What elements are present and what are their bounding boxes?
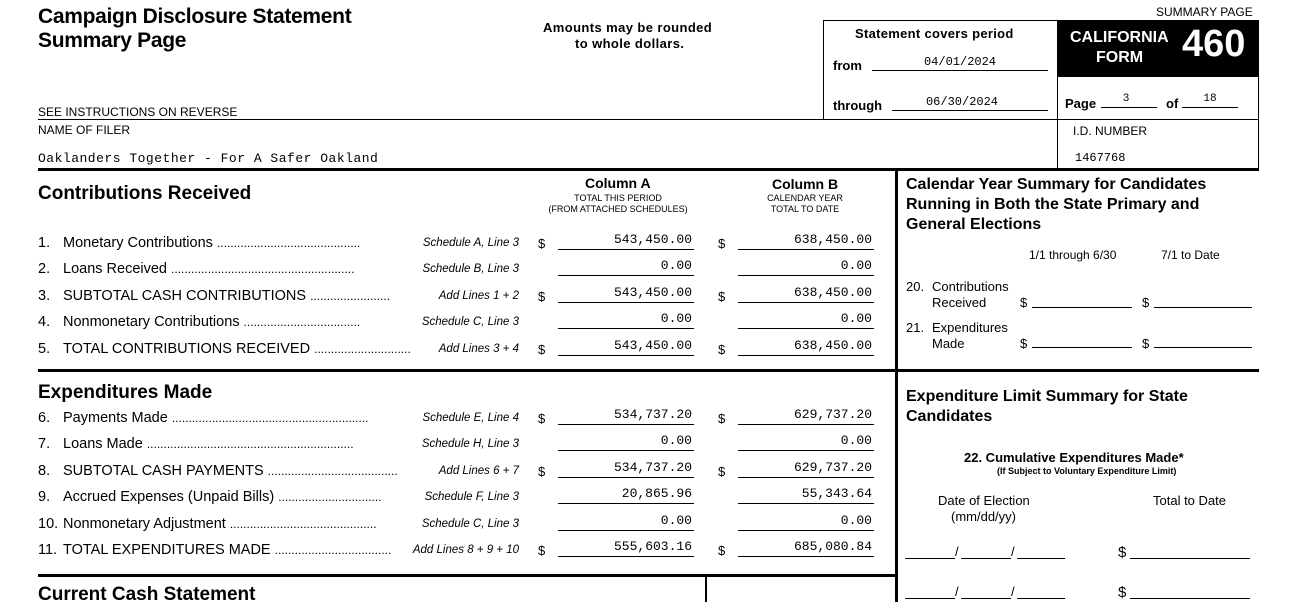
row-leader-dots: ........................................... (216, 236, 361, 250)
row-label-text: Loans Made (63, 436, 143, 453)
row-leader-dots: ....................................... (267, 463, 398, 478)
row-label-text: SUBTOTAL CASH PAYMENTS (63, 462, 264, 479)
vertical-divider (895, 170, 898, 602)
election-date-1-slash-a: / (955, 544, 959, 559)
row-number: 5. (38, 340, 51, 357)
row-leader-dots: ............................... (278, 490, 382, 505)
through-label: through (833, 98, 883, 113)
row-label-text: Nonmonetary Contributions (63, 314, 240, 331)
column-b-underline (738, 355, 874, 356)
column-b-title: Column B (772, 176, 839, 192)
row-schedule-ref: Schedule B, Line 3 (422, 263, 519, 276)
row-schedule-ref: Add Lines 8 + 9 + 10 (412, 544, 519, 556)
row-label (63, 410, 369, 426)
section-divider-1 (38, 369, 1259, 372)
row-label-text: TOTAL CONTRIBUTIONS RECEIVED (63, 340, 311, 357)
row-label-text: SUBTOTAL CASH CONTRIBUTIONS (63, 287, 307, 304)
column-b-amount[interactable]: 0.00 (840, 512, 872, 528)
column-a-underline (558, 328, 694, 329)
column-a-underline (558, 450, 694, 451)
form-title-line2: Summary Page (38, 29, 187, 52)
column-a-amount[interactable]: 20,865.96 (621, 486, 692, 502)
rounding-note-line1: Amounts may be rounded (543, 20, 713, 35)
column-a-amount[interactable]: 0.00 (660, 258, 692, 274)
row-number: 8. (38, 462, 51, 479)
election-date-2-day[interactable] (961, 598, 1011, 599)
column-b-dollar: $ (718, 341, 726, 357)
row-label (63, 516, 377, 532)
election-date-label-line2: (mm/dd/yy) (951, 509, 1016, 524)
row21-col1-dollar: $ (1020, 336, 1028, 351)
form-word-label: FORM (1096, 49, 1144, 66)
form-state-label: CALIFORNIA (1070, 29, 1169, 46)
row20-number: 20. (906, 279, 925, 294)
see-instructions: SEE INSTRUCTIONS ON REVERSE (38, 105, 238, 119)
expenditure-limit-heading-line1: Expenditure Limit Summary for State (906, 388, 1188, 405)
column-a-amount[interactable]: 543,450.00 (613, 284, 692, 300)
form-460-badge (1058, 21, 1258, 77)
page-total-underline (1182, 107, 1238, 108)
contributions-heading: Contributions Received (38, 183, 252, 204)
page-number-underline (1101, 107, 1157, 108)
election-date-2-year[interactable] (1017, 598, 1065, 599)
row-label (63, 261, 354, 277)
column-b-dollar: $ (718, 543, 726, 558)
election-date-label-line1: Date of Election (938, 493, 1030, 508)
calendar-col1-label: 1/1 through 6/30 (1029, 248, 1117, 262)
id-number-label: I.D. NUMBER (1073, 124, 1148, 138)
from-label: from (833, 58, 862, 73)
section-divider-2 (38, 574, 898, 577)
form-number: 460 (1182, 23, 1246, 65)
column-b-sub1: CALENDAR YEAR (767, 193, 843, 203)
row21-col2-dollar: $ (1142, 336, 1150, 351)
form-box-right-border (1258, 20, 1259, 170)
row-label (63, 341, 411, 357)
column-a-amount[interactable]: 543,450.00 (613, 232, 692, 247)
row-number: 3. (38, 287, 51, 304)
column-b-amount[interactable]: 55,343.64 (801, 486, 872, 502)
row21-col2-field[interactable] (1154, 347, 1252, 348)
row-leader-dots: ................................... (243, 315, 361, 330)
calendar-summary-heading-line3: General Elections (906, 216, 1042, 233)
row-label-text: TOTAL EXPENDITURES MADE (63, 542, 271, 558)
column-a-amount[interactable]: 555,603.16 (613, 539, 692, 554)
total-2-dollar: $ (1118, 584, 1127, 601)
calendar-summary-heading-line2: Running in Both the State Primary and (906, 196, 1200, 213)
column-b-dollar: $ (718, 236, 726, 251)
column-b-amount[interactable]: 638,450.00 (793, 337, 872, 353)
row-number: 7. (38, 436, 51, 453)
column-a-underline (558, 503, 694, 504)
row20-label-line2: Received (932, 295, 987, 310)
row21-label-line2: Made (932, 336, 965, 351)
column-b-amount[interactable]: 0.00 (840, 258, 872, 274)
column-b-underline (738, 328, 874, 329)
column-a-amount[interactable]: 0.00 (660, 512, 692, 528)
column-b-amount[interactable]: 685,080.84 (793, 539, 872, 554)
column-a-amount[interactable]: 543,450.00 (613, 337, 692, 353)
row-label (63, 314, 360, 330)
column-a-dollar: $ (538, 411, 546, 426)
column-b-underline (738, 477, 874, 478)
column-b-amount[interactable]: 0.00 (840, 433, 872, 449)
column-a-underline (558, 275, 694, 276)
column-a-underline (558, 556, 694, 557)
row-number: 4. (38, 314, 51, 331)
column-a-amount[interactable]: 0.00 (660, 311, 692, 327)
election-date-2-month[interactable] (905, 598, 955, 599)
row20-col2-field[interactable] (1154, 307, 1252, 308)
column-b-amount[interactable]: 638,450.00 (793, 232, 872, 247)
name-of-filer-value[interactable]: Oaklanders Together - For A Safer Oakland (38, 151, 379, 166)
row-leader-dots: ....................................................... (171, 262, 355, 277)
row-number: 10. (38, 515, 59, 532)
row21-col1-field[interactable] (1032, 347, 1132, 348)
column-b-underline (738, 530, 874, 531)
row-leader-dots: ................................... (274, 543, 392, 557)
row-leader-dots: .............................................................. (146, 437, 354, 452)
rounding-note-line2: to whole dollars. (575, 36, 685, 51)
statement-covers-label: Statement covers period (855, 26, 1014, 41)
column-a-underline (558, 355, 694, 356)
from-date-underline (872, 70, 1048, 71)
item22-label: 22. Cumulative Expenditures Made* (964, 450, 1184, 465)
row-leader-dots: ............................. (314, 341, 411, 356)
row-number: 6. (38, 410, 51, 426)
row-label (63, 463, 398, 479)
column-a-amount[interactable]: 534,737.20 (613, 459, 692, 475)
column-b-underline (738, 249, 874, 250)
column-b-amount[interactable]: 0.00 (840, 311, 872, 327)
page-number[interactable]: 3 (1122, 93, 1130, 105)
row-schedule-ref: Schedule F, Line 3 (424, 491, 519, 504)
calendar-summary-heading-line1: Calendar Year Summary for Candidates (906, 176, 1207, 193)
row-schedule-ref: Schedule C, Line 3 (421, 316, 519, 329)
column-b-dollar: $ (718, 288, 726, 304)
election-date-1-month[interactable] (905, 558, 955, 559)
row-label-text: Accrued Expenses (Unpaid Bills) (63, 489, 275, 506)
row-label-text: Nonmonetary Adjustment (63, 515, 226, 532)
column-a-amount[interactable]: 0.00 (660, 433, 692, 449)
item22-sublabel: (If Subject to Voluntary Expenditure Limit) (997, 466, 1177, 476)
page-label: Page (1065, 96, 1097, 111)
row-schedule-ref: Schedule E, Line 4 (422, 412, 519, 424)
period-box-left-border (823, 20, 824, 120)
row-label-text: Payments Made (63, 410, 168, 426)
row-number: 11. (38, 542, 58, 558)
row-schedule-ref: Schedule C, Line 3 (421, 517, 519, 530)
column-a-underline (558, 477, 694, 478)
expenditure-limit-heading-line2: Candidates (906, 408, 993, 425)
page-total[interactable]: 18 (1203, 93, 1217, 105)
column-b-underline (738, 302, 874, 303)
row-label (63, 436, 354, 452)
row-schedule-ref: Add Lines 6 + 7 (438, 464, 519, 477)
column-b-dollar: $ (718, 463, 726, 479)
column-a-amount[interactable]: 534,737.20 (613, 407, 692, 422)
row-schedule-ref: Add Lines 1 + 2 (438, 289, 519, 302)
row-leader-dots: ........................................................... (171, 411, 369, 425)
column-a-underline (558, 249, 694, 250)
column-b-amount[interactable]: 629,737.20 (793, 459, 872, 475)
row-schedule-ref: Schedule A, Line 3 (422, 237, 519, 249)
election-date-2-slash-b: / (1011, 584, 1015, 599)
total-to-date-label: Total to Date (1153, 493, 1226, 508)
total-1-dollar: $ (1118, 544, 1127, 561)
page-of-label: of (1166, 96, 1179, 111)
column-a-dollar: $ (538, 341, 546, 357)
row20-col1-field[interactable] (1032, 307, 1132, 308)
column-b-underline (738, 275, 874, 276)
current-cash-heading: Current Cash Statement (38, 584, 256, 605)
row-label (63, 489, 382, 505)
column-a-dollar: $ (538, 236, 546, 251)
column-a-dollar: $ (538, 288, 546, 304)
row20-label-line1: Contributions (932, 279, 1009, 294)
row-number: 9. (38, 489, 51, 506)
filer-top-rule (38, 119, 1058, 120)
from-date[interactable]: 04/01/2024 (923, 55, 996, 69)
row-label (63, 235, 360, 251)
column-b-amount[interactable]: 638,450.00 (793, 284, 872, 300)
form-box-mid-border (1057, 119, 1259, 120)
expenditures-heading: Expenditures Made (38, 382, 213, 403)
calendar-col2-label: 7/1 to Date (1161, 248, 1220, 262)
column-a-underline (558, 530, 694, 531)
through-date-underline (892, 110, 1048, 111)
column-a-underline (558, 424, 694, 425)
form-title-line1: Campaign Disclosure Statement (38, 5, 352, 28)
column-a-underline (558, 302, 694, 303)
header-bottom-rule (38, 168, 1259, 171)
through-date[interactable]: 06/30/2024 (925, 95, 998, 109)
column-b-underline (738, 556, 874, 557)
row-number: 1. (38, 235, 51, 251)
column-a-dollar: $ (538, 543, 546, 558)
cash-statement-divider (705, 576, 707, 602)
period-box-top-border (823, 20, 1058, 21)
row-leader-dots: ........................ (310, 288, 391, 303)
column-b-underline (738, 424, 874, 425)
election-date-1-slash-b: / (1011, 544, 1015, 559)
election-date-2-slash-a: / (955, 584, 959, 599)
total-to-date-1-field[interactable] (1130, 558, 1250, 559)
column-b-dollar: $ (718, 411, 726, 426)
column-b-underline (738, 450, 874, 451)
row-leader-dots: ............................................ (229, 516, 377, 531)
row-number: 2. (38, 261, 51, 278)
row-label (63, 542, 391, 558)
row-label-text: Loans Received (63, 261, 167, 278)
election-date-1-year[interactable] (1017, 558, 1065, 559)
column-a-sub1: TOTAL THIS PERIOD (574, 193, 662, 203)
total-to-date-2-field[interactable] (1130, 598, 1250, 599)
column-a-sub2: (FROM ATTACHED SCHEDULES) (548, 204, 688, 214)
row-label (63, 288, 390, 304)
column-a-title: Column A (585, 175, 651, 191)
row-schedule-ref: Add Lines 3 + 4 (438, 342, 519, 355)
row21-number: 21. (906, 320, 925, 335)
row-schedule-ref: Schedule H, Line 3 (421, 438, 519, 451)
election-date-1-day[interactable] (961, 558, 1011, 559)
id-number-value[interactable]: 1467768 (1075, 151, 1126, 165)
column-b-sub2: TOTAL TO DATE (770, 204, 840, 214)
column-b-amount[interactable]: 629,737.20 (793, 407, 872, 422)
summary-page-label: SUMMARY PAGE (1156, 5, 1253, 19)
row20-col2-dollar: $ (1142, 295, 1150, 310)
row20-col1-dollar: $ (1020, 295, 1028, 310)
row-label-text: Monetary Contributions (63, 235, 213, 251)
column-b-underline (738, 503, 874, 504)
name-of-filer-label: NAME OF FILER (38, 123, 131, 137)
row21-label-line1: Expenditures (932, 320, 1008, 335)
column-a-dollar: $ (538, 463, 546, 479)
